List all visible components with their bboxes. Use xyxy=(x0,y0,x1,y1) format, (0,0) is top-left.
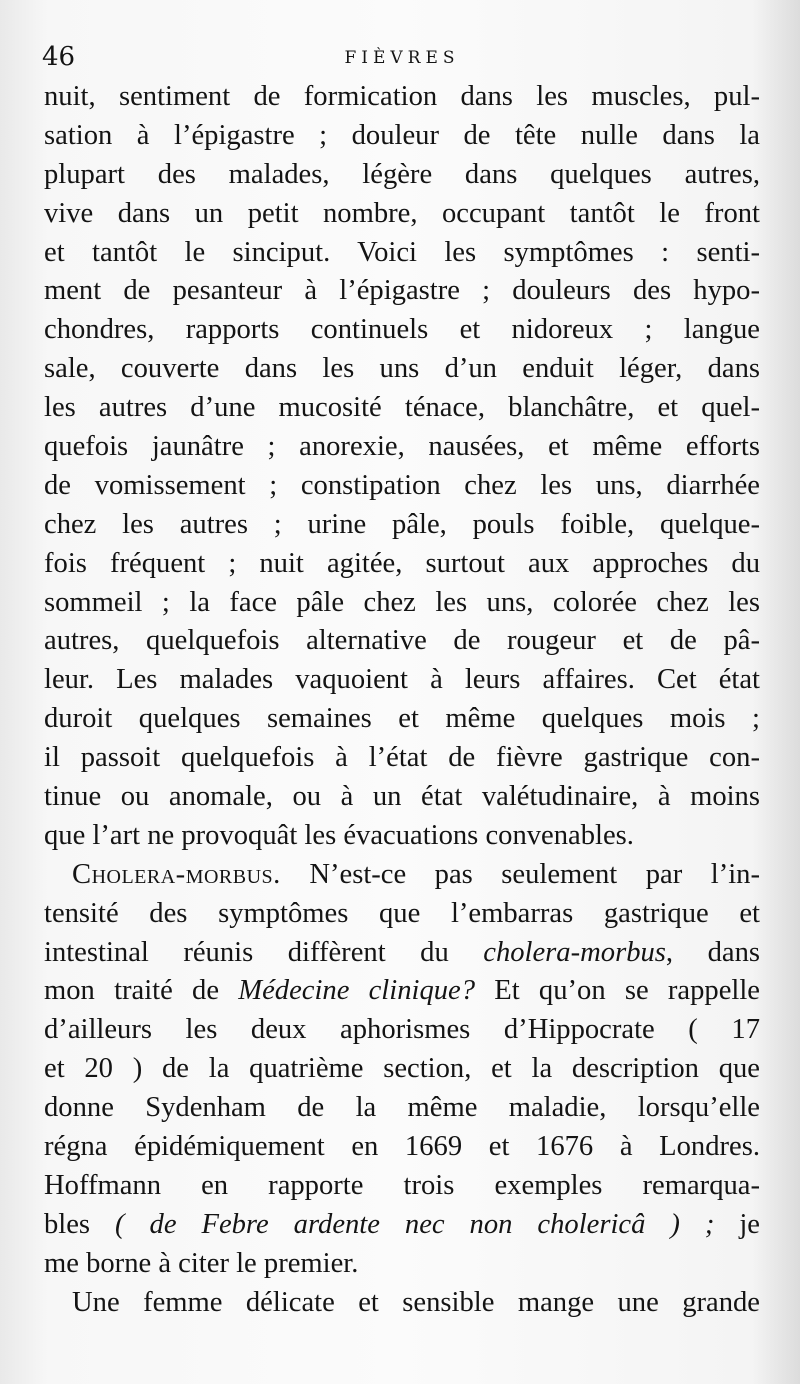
text-line xyxy=(44,661,760,700)
line-text: quefois jaunâtre ; anorexie, nausées, et même efforts xyxy=(44,431,760,463)
text-line xyxy=(44,700,760,739)
line-text: sale, couverte dans les uns d’un enduit léger, dans xyxy=(44,353,760,385)
line-text: vive dans un petit nombre, occupant tantôt le front xyxy=(44,197,760,229)
text-line xyxy=(44,1206,760,1245)
text-line xyxy=(44,1128,760,1167)
text-line xyxy=(44,428,760,467)
text-line xyxy=(44,117,760,156)
italic-text: cholera-morbus xyxy=(483,936,666,968)
text-line xyxy=(44,78,760,117)
text-line xyxy=(44,584,760,623)
text-line xyxy=(44,156,760,195)
text-line xyxy=(44,506,760,545)
text-line xyxy=(44,739,760,778)
section-heading: Cholera-morbus. xyxy=(72,858,281,890)
line-text: N’est-ce pas seulement par l’in- xyxy=(280,858,760,890)
text-line xyxy=(44,934,760,973)
line-text: donne Sydenham de la même maladie, lorsqu’elle xyxy=(44,1092,760,1124)
line-text: bles xyxy=(44,1208,116,1240)
line-text: tinue ou anomale, ou à un état valétudinaire, à moins xyxy=(44,781,760,813)
text-line xyxy=(44,545,760,584)
line-text-after: je xyxy=(714,1208,760,1240)
line-text: leur. Les malades vaquoient à leurs affaires. Cet état xyxy=(44,664,760,696)
text-line xyxy=(44,972,760,1011)
line-text: Une femme délicate et sensible mange une grande xyxy=(72,1286,760,1318)
line-text: et tantôt le sinciput. Voici les symptômes : senti- xyxy=(44,236,760,268)
italic-text: ( de Febre ardente nec non cholericâ ) ; xyxy=(115,1208,715,1240)
line-text: que l’art ne provoquât les évacuations convenables. xyxy=(44,819,634,851)
line-text: Hoffmann en rapporte trois exemples remarqua- xyxy=(44,1169,760,1201)
line-text: intestinal réunis diffèrent du xyxy=(44,936,484,968)
running-head: FIÈVRES xyxy=(344,48,460,68)
text-line xyxy=(44,778,760,817)
text-line xyxy=(44,234,760,273)
text-line xyxy=(44,622,760,661)
line-text: plupart des malades, légère dans quelques autres, xyxy=(44,158,760,190)
text-line xyxy=(44,817,760,856)
line-text: sation à l’épigastre ; douleur de tête nulle dans la xyxy=(44,119,760,151)
text-line xyxy=(44,389,760,428)
line-text-after: , dans xyxy=(665,936,760,968)
text-line xyxy=(44,856,760,895)
line-text: fois fréquent ; nuit agitée, surtout aux approches du xyxy=(44,547,760,579)
text-line xyxy=(44,1050,760,1089)
line-text: les autres d’une mucosité ténace, blanchâtre, et quel- xyxy=(44,392,760,424)
line-text: de vomissement ; constipation chez les uns, diarrhée xyxy=(44,469,760,501)
text-line xyxy=(44,895,760,934)
text-line xyxy=(44,467,760,506)
text-line xyxy=(44,195,760,234)
page-header xyxy=(42,40,762,74)
line-text: ment de pesanteur à l’épigastre ; douleurs des hypo- xyxy=(44,275,760,307)
text-line xyxy=(44,311,760,350)
text-line xyxy=(44,1167,760,1206)
text-line xyxy=(44,1245,760,1284)
line-text: il passoit quelquefois à l’état de fièvre gastrique con- xyxy=(44,742,760,774)
line-text-after: Et qu’on se rappelle xyxy=(475,975,760,1007)
page-number: 46 xyxy=(42,42,76,72)
line-text: régna épidémiquement en 1669 et 1676 à Londres. xyxy=(44,1131,760,1163)
line-text: tensité des symptômes que l’embarras gastrique et xyxy=(44,897,760,929)
line-text: autres, quelquefois alternative de rougeur et de pâ- xyxy=(44,625,760,657)
line-text: mon traité de xyxy=(44,975,239,1007)
text-line xyxy=(44,350,760,389)
line-text: nuit, sentiment de formication dans les muscles, pul- xyxy=(44,81,760,112)
text-line xyxy=(44,1011,760,1050)
text-line xyxy=(44,1089,760,1128)
line-text: et 20 ) de la quatrième section, et la description que xyxy=(44,1053,760,1085)
line-text: me borne à citer le premier. xyxy=(44,1247,359,1279)
text-line xyxy=(44,272,760,311)
line-text: chez les autres ; urine pâle, pouls foible, quelque- xyxy=(44,508,760,540)
line-text: chondres, rapports continuels et nidoreux ; langue xyxy=(44,314,760,346)
line-text: sommeil ; la face pâle chez les uns, colorée chez les xyxy=(44,586,760,618)
body-text xyxy=(44,78,760,1323)
line-text: duroit quelques semaines et même quelques mois ; xyxy=(44,703,760,735)
italic-text: Médecine clinique? xyxy=(238,975,476,1007)
line-text: d’ailleurs les deux aphorismes d’Hippocrate ( 17 xyxy=(44,1014,760,1046)
text-line xyxy=(44,1284,760,1323)
